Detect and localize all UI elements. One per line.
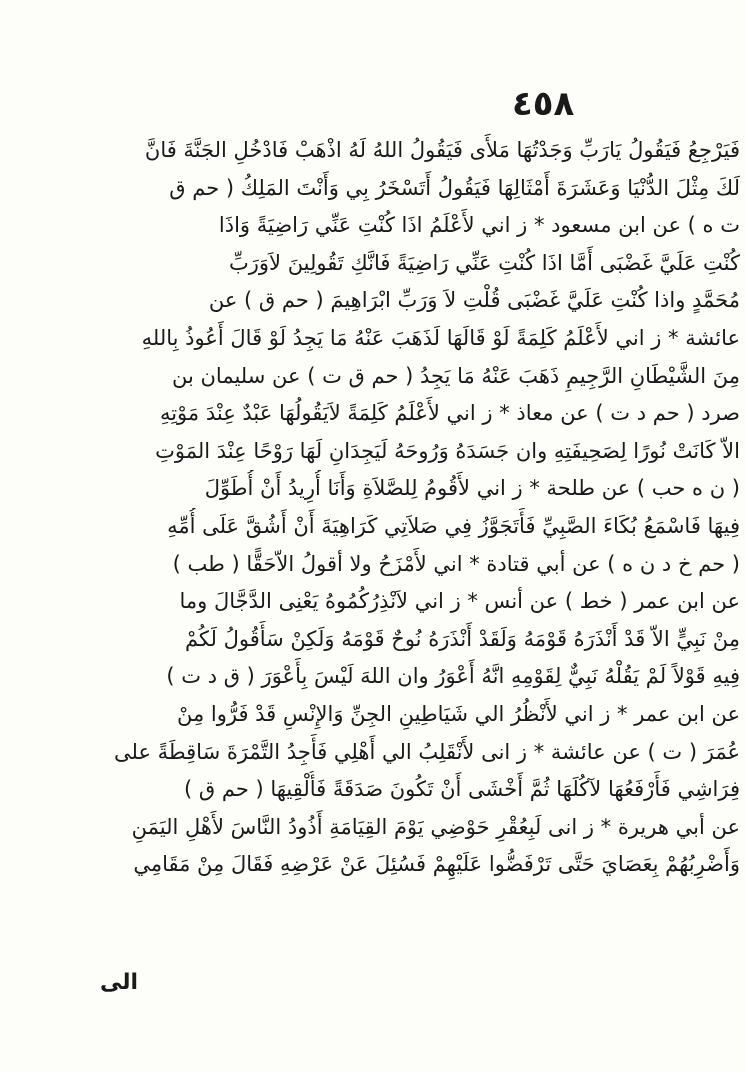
text-line: عن ابن عمر * ز اني لأَنْظُرُ الي شَيَاطِينِ الجِنِّ وَالإِنْسِ قَدْ فَرُّوا مِنْ [176, 701, 740, 726]
body-text [88, 132, 740, 884]
text-line: فِيهَا فَاسْمَعُ بُكَاءَ الصَّبِيِّ فَأَتَجَوَّزُ فِي صَلاَتِي كَرَاهِيَةَ أَنْ أَشُقَّ عَلَى أُمِّهِ [167, 513, 740, 538]
text-line: ت ه ) عن ابن مسعود * ز اني لأَعْلَمُ اذَا كُنْتِ عَنِّي رَاضِيَةً وَاذَا [218, 213, 740, 238]
text-line: عُمَرَ ( ت ) عن عائشة * ز انى لأَنْقَلِبُ الي أَهْلِي فَأَجِدُ التَّمْرَةَ سَاقِطَةً على [113, 739, 740, 764]
text-line: مُحَمَّدٍ واذا كُنْتِ عَلَيَّ غَضْبَى قُلْتِ لاَ وَرَبِّ ابْرَاهِيمَ ( حم ق ) عن [208, 288, 740, 313]
text-line: الاّ كَانَتْ نُورًا لِصَحِيفَتِهِ وان جَسَدَهُ وَرُوحَهُ لَيَجِدَانِ لَهَا رَوْحًا عِنْدَ المَوْتِ [155, 438, 740, 463]
text-line: عائشة * ز اني لأَعْلَمُ كَلِمَةً لَوْ قَالَهَا لَذَهَبَ عَنْهُ مَا يَجِدُ لَوْ قَالَ أَعُوذُ بِاللهِ [141, 325, 740, 350]
text-line: مِنَ الشَّيْطَانِ الرَّجِيمِ ذَهَبَ عَنْهُ مَا يَجِدُ ( حم ق ت ) عن سليمان بن [172, 363, 740, 388]
page-number: ٤٥٨ [512, 84, 575, 124]
text-line: وَأَضْرِبُهُمْ بِعَصَايَ حَتَّى تَرْفَضُّوا عَلَيْهِمْ فَسُئِلَ عَنْ عَرْضِهِ فَقَالَ مِنْ مَقَامِي [133, 852, 740, 877]
text-line: مِنْ نَبِيٍّ الاّ قَدْ أَنْذَرَهُ قَوْمَهُ وَلَقَدْ أَنْذَرَهُ نُوحٌ قَوْمَهُ وَلَكِنْ سَأَقُولُ لَكُمْ [184, 626, 740, 651]
text-line: عن ابن عمر ( خط ) عن أنس * ز اني لاَنْذِرُكُمُوهُ يَعْنِى الدَّجَّالَ وما [179, 589, 740, 614]
text-line: صرد ( حم د ت ) عن معاذ * ز اني لأَعْلَمُ كَلِمَةً لاَيَقُولُهَا عَبْدٌ عِنْدَ مَوْتِهِ [159, 401, 740, 426]
text-line: فِيهِ قَوْلاً لَمْ يَقُلْهُ نَبِيٌّ لِقَوْمِهِ انَّهُ أَعْوَرُ وان اللهَ لَيْسَ بِأَعْوَرَ ( ق د ت ) [166, 664, 740, 689]
text-line: ( حم خ د ن ه ) عن أبي قتادة * اني لأَمْزَحُ ولا أقولُ الاّحَقًّا ( طب ) [172, 551, 740, 576]
text-line: فِرَاشِي فَأَرْفَعُهَا لآكُلَهَا ثُمَّ أَخْشَى أَنْ تَكُونَ صَدَقَةً فَأُلْقِيهَا ( حم ق ) [184, 777, 740, 802]
text-line: كُنْتِ عَلَيَّ غَضْبَى أَمَّا اذَا كُنْتِ عَنِّي رَاضِيَةً فَانَّكِ تَقُولِينَ لاَوَرَبِّ [228, 250, 740, 275]
text-line: فَيَرْجِعُ فَيَقُولُ يَارَبِّ وَجَدْتُهَا مَلأَى فَيَقُولُ اللهُ لَهُ اذْهَبْ فَادْخُلِ الجَنَّةَ فَانَّ [144, 138, 740, 162]
text-line: ( ن ه حب ) عن طلحة * ز اني لأَقُومُ لِلصَّلاَةِ وَأَنَا أُرِيدُ أَنْ أُطَوِّلَ [204, 476, 740, 501]
text-line: لَكَ مِثْلَ الدُّنْيَا وَعَشَرَةَ أَمْثَالِهَا فَيَقُولُ أَتَسْخَرُ بِي وَأَنْتَ المَلِكُ ( حم ق [169, 175, 740, 200]
catchword: الى [100, 970, 139, 995]
text-line: عن أبي هريرة * ز انى لَبِعُقْرِ حَوْضِي يَوْمَ القِيَامَةِ أَذُودُ النَّاسَ لأَهْلِ اليَمَنِ [131, 814, 740, 839]
